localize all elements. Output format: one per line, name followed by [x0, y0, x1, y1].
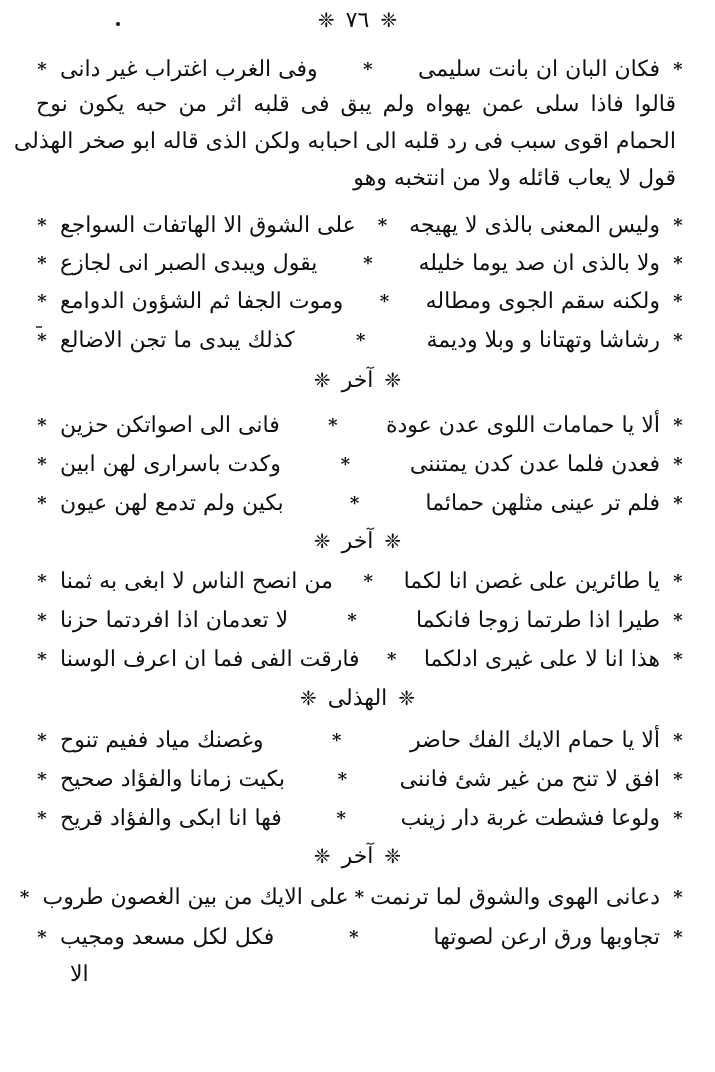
- verse-marker: *: [37, 330, 47, 351]
- verse-hemistichs: [54, 923, 666, 953]
- verse-marker: *: [673, 927, 683, 948]
- verse-separator: *: [379, 291, 390, 312]
- hemistich-right: ألا يا حمامات اللوى عدن عودة: [385, 413, 660, 438]
- ornament-icon: ❈: [398, 686, 416, 710]
- verse-marker: *: [37, 454, 47, 475]
- ornament-icon: ❈: [313, 368, 331, 392]
- verse-marker: *: [37, 808, 47, 829]
- hemistich-left: وكدت باسرارى لهن ابين: [60, 452, 281, 477]
- verse-separator: *: [354, 887, 365, 908]
- verse-line: [30, 286, 690, 318]
- hemistich-left: كذلك يبدى ما تجن الاضالع: [60, 328, 295, 353]
- hemistich-right: ولوعا فشطت غربة دار زينب: [400, 806, 660, 831]
- verse-hemistichs: [54, 287, 666, 317]
- verse-marker: *: [37, 730, 47, 751]
- hemistich-right: رشاشا وتهتانا و وبلا وديمة: [426, 328, 660, 353]
- verse-marker: *: [37, 649, 47, 670]
- hemistich-left: وموت الجفا ثم الشؤون الدوامع: [60, 289, 344, 314]
- hemistich-left: من انصح الناس لا ابغى به ثمنا: [60, 569, 333, 594]
- ornament-icon: ❈: [313, 844, 331, 868]
- verse-line: [30, 325, 690, 357]
- ornament-icon: ❈: [384, 844, 402, 868]
- ornament-icon: ❈: [313, 529, 331, 553]
- section-heading: [0, 842, 715, 872]
- verse-separator: *: [363, 253, 373, 274]
- verse-separator: *: [387, 649, 397, 670]
- verse-separator: *: [347, 610, 357, 631]
- verse-marker: *: [673, 291, 683, 312]
- hemistich-right: وليس المعنى بالذى لا يهيجه: [409, 213, 660, 238]
- verse-separator: *: [349, 493, 360, 514]
- verse-hemistichs: [54, 55, 666, 85]
- verse-marker: *: [37, 415, 47, 436]
- hemistich-right: طيرا اذا طرتما زوجا فانكما: [415, 608, 660, 633]
- verse-line: [30, 803, 690, 835]
- hemistich-left: فانى الى اصواتكن حزين: [60, 413, 280, 438]
- ornament-icon: ❈: [317, 8, 335, 32]
- verse-marker: *: [37, 215, 47, 236]
- verse-marker: *: [19, 887, 30, 908]
- verse-hemistichs: [54, 249, 666, 279]
- section-heading: [0, 527, 715, 557]
- ornament-icon: ❈: [384, 529, 402, 553]
- verse-hemistichs: [54, 450, 666, 480]
- hemistich-left: فكل لكل مسعد ومجيب: [60, 925, 275, 950]
- verse-line: [30, 210, 690, 242]
- verse-marker: *: [673, 571, 683, 592]
- verse-separator: *: [363, 571, 373, 592]
- verse-marker: *: [37, 571, 47, 592]
- section-title: آخر: [341, 844, 374, 869]
- verse-line: [30, 488, 690, 520]
- catchword: الا: [70, 962, 89, 987]
- section-heading: [0, 684, 715, 714]
- hemistich-right: يا طائرين على غصن انا لكما: [403, 569, 660, 594]
- verse-separator: *: [377, 215, 388, 236]
- ornament-icon: ❈: [299, 686, 317, 710]
- verse-marker: *: [37, 253, 47, 274]
- hemistich-right: افق لا تنح من غير شئ فاننى: [399, 767, 660, 792]
- hemistich-right: ألا يا حمام الايك الفك حاضر: [409, 728, 660, 753]
- page-header: [0, 6, 715, 36]
- verse-line: [30, 605, 690, 637]
- hemistich-right: فكان البان ان بانت سليمى: [417, 57, 660, 82]
- verse-line: [19, 882, 690, 914]
- verse-line: [30, 566, 690, 598]
- verse-separator: *: [328, 415, 338, 436]
- verse-marker: *: [37, 291, 47, 312]
- verse-hemistichs: [54, 489, 666, 519]
- verse-marker: *: [37, 927, 47, 948]
- hemistich-left: على الايك من بين الغصون طروب: [42, 885, 349, 910]
- verse-line: [30, 764, 690, 796]
- verse-hemistichs: [54, 804, 666, 834]
- verse-hemistichs: [54, 211, 666, 241]
- hemistich-right: تجاوبها ورق ارعن لصوتها: [433, 925, 660, 950]
- hemistich-left: لا تعدمان اذا افردتما حزنا: [60, 608, 289, 633]
- verse-line: [30, 449, 690, 481]
- hemistich-left: فارقت الفى فما ان اعرف الوسنا: [60, 647, 360, 672]
- verse-separator: *: [336, 808, 346, 829]
- section-heading: [0, 366, 715, 396]
- verse-line: [30, 922, 690, 954]
- hemistich-left: بكيت زمانا والفؤاد صحيح: [60, 767, 285, 792]
- ornament-icon: ❈: [380, 8, 398, 32]
- verse-marker: *: [673, 330, 683, 351]
- verse-marker: *: [37, 610, 47, 631]
- verse-hemistichs: [37, 883, 666, 913]
- hemistich-left: فها انا ابكى والفؤاد قريح: [60, 806, 282, 831]
- verse-marker: *: [673, 730, 683, 751]
- verse-hemistichs: [54, 765, 666, 795]
- verse-marker: *: [673, 59, 683, 80]
- hemistich-right: دعانى الهوى والشوق لما ترنمت: [370, 885, 660, 910]
- prose-line: قالوا فاذا سلى عمن يهواه ولم يبق فى قلبه اثر من حبه يكون نوح: [36, 92, 676, 117]
- verse-marker: *: [673, 808, 683, 829]
- section-title: آخر: [341, 368, 374, 393]
- verse-line: [30, 54, 690, 86]
- verse-marker: *: [37, 59, 47, 80]
- prose-line: قول لا يعاب قائله ولا من انتخبه وهو: [353, 166, 676, 191]
- hemistich-left: على الشوق الا الهاتفات السواجع: [60, 213, 356, 238]
- section-title: الهذلى: [327, 686, 388, 711]
- verse-marker: *: [673, 454, 683, 475]
- verse-separator: *: [363, 59, 373, 80]
- hemistich-left: بكين ولم تدمع لهن عيون: [60, 491, 284, 516]
- verse-separator: *: [349, 927, 359, 948]
- verse-marker: *: [673, 769, 683, 790]
- hemistich-left: وغصنك مياد ففيم تنوح: [60, 728, 264, 753]
- hemistich-right: ولكنه سقم الجوى ومطاله: [425, 289, 660, 314]
- verse-marker: *: [673, 415, 683, 436]
- verse-hemistichs: [54, 726, 666, 756]
- hemistich-right: فلم تر عينى مثلهن حمائما: [425, 491, 660, 516]
- hemistich-left: وفى الغرب اغتراب غير دانى: [60, 57, 318, 82]
- verse-separator: *: [355, 330, 366, 351]
- hemistich-right: فعدن فلما عدن كدن يمتننى: [409, 452, 660, 477]
- verse-marker: *: [37, 769, 47, 790]
- verse-marker: *: [673, 215, 683, 236]
- verse-hemistichs: [54, 645, 666, 675]
- verse-marker: *: [673, 887, 683, 908]
- verse-marker: *: [673, 493, 683, 514]
- verse-hemistichs: [54, 567, 666, 597]
- verse-separator: *: [337, 769, 348, 790]
- page-number: ٧٦: [345, 8, 370, 33]
- section-title: آخر: [341, 529, 374, 554]
- verse-marker: *: [673, 253, 683, 274]
- verse-hemistichs: [54, 326, 666, 356]
- hemistich-right: هذا انا لا على غيرى ادلكما: [423, 647, 660, 672]
- verse-marker: *: [37, 493, 47, 514]
- verse-line: [30, 248, 690, 280]
- hemistich-left: يقول ويبدى الصبر انى لجازع: [60, 251, 318, 276]
- verse-line: [30, 410, 690, 442]
- prose-line: الحمام اقوى سبب فى رد قلبه الى احبابه ولكن الذى قاله ابو صخر الهذلى: [13, 129, 676, 154]
- ornament-icon: ❈: [384, 368, 402, 392]
- verse-marker: *: [673, 610, 683, 631]
- verse-separator: *: [340, 454, 351, 475]
- verse-line: [30, 644, 690, 676]
- verse-hemistichs: [54, 606, 666, 636]
- verse-marker: *: [673, 649, 683, 670]
- verse-separator: *: [332, 730, 342, 751]
- hemistich-right: ولا بالذى ان صد يوما خليله: [418, 251, 660, 276]
- verse-line: [30, 725, 690, 757]
- verse-hemistichs: [54, 411, 666, 441]
